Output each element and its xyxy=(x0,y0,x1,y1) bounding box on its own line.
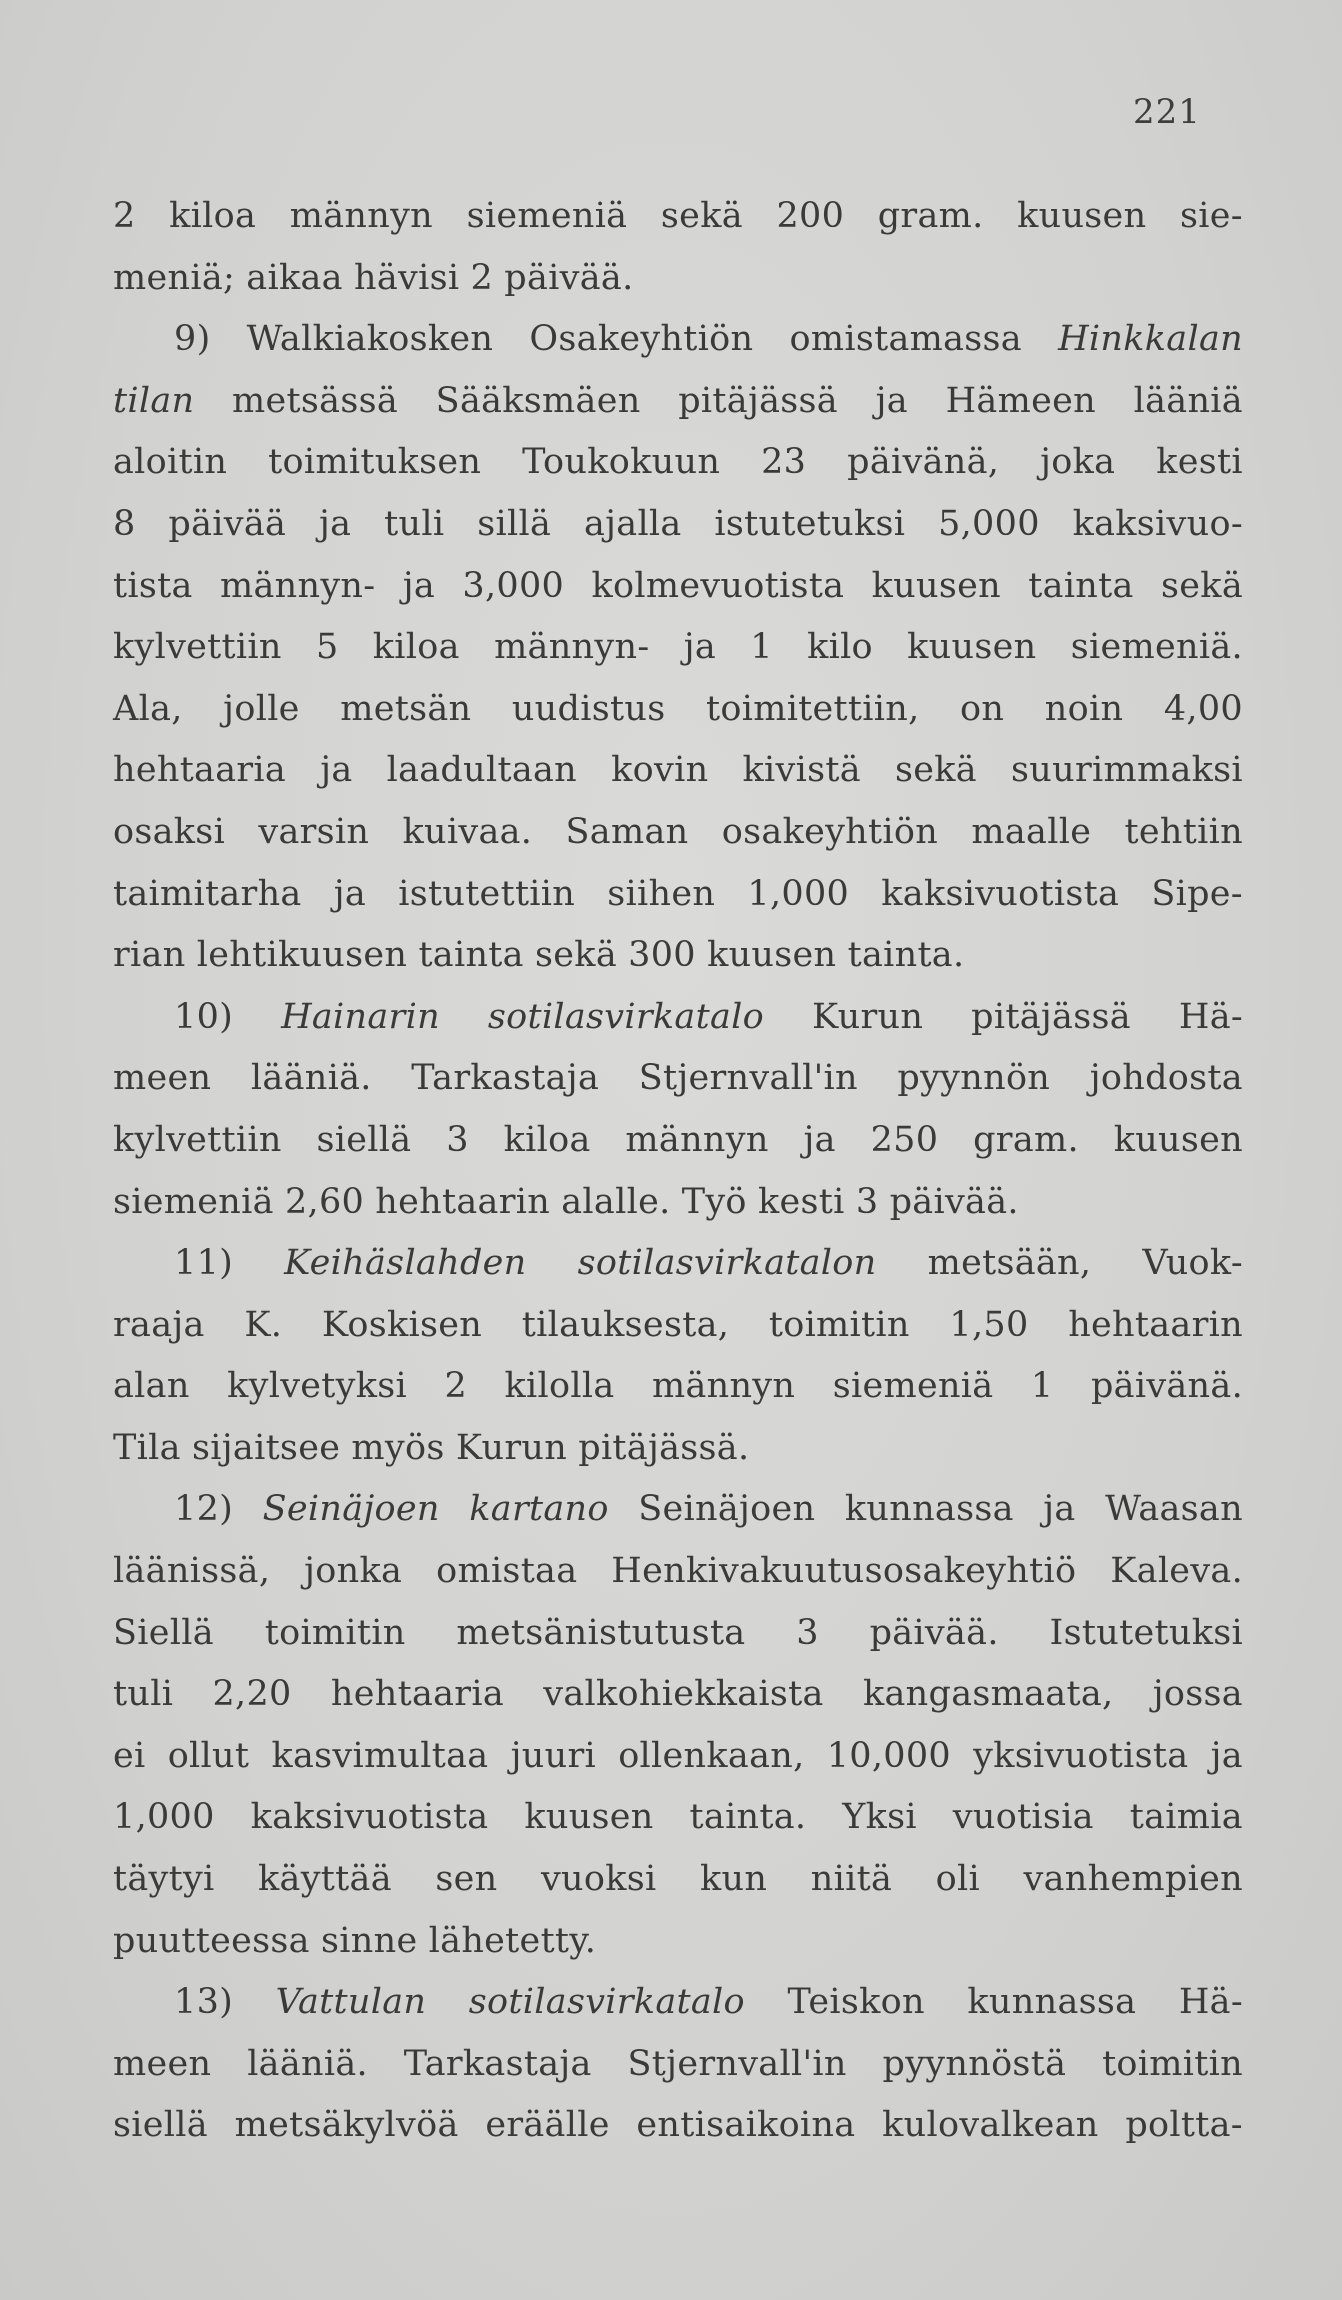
text-line xyxy=(113,1787,1243,1849)
word: 2,20 xyxy=(212,1674,292,1715)
word: männyn xyxy=(289,196,434,236)
word: Hä- xyxy=(1178,1982,1243,2023)
text-line xyxy=(113,1849,1243,1911)
text-line xyxy=(113,1603,1243,1665)
word: ja xyxy=(1210,1735,1243,1776)
word: istutettiin xyxy=(398,873,576,914)
text-line xyxy=(113,1110,1243,1172)
word: uudistus xyxy=(511,688,666,729)
word: Vuok- xyxy=(1142,1243,1243,1284)
word: laadultaan xyxy=(386,750,578,791)
word: Tarkastaja xyxy=(403,2043,592,2084)
text-line xyxy=(113,987,1243,1049)
word: siellä xyxy=(113,2105,208,2146)
word: 8 xyxy=(113,503,136,544)
word: metsässä xyxy=(232,380,399,421)
text-line xyxy=(113,1479,1243,1541)
word: johdosta xyxy=(1089,1058,1243,1099)
word: männyn xyxy=(651,1366,796,1407)
word: 2 xyxy=(470,257,494,298)
word: 2 xyxy=(113,196,136,236)
word: toimituksen xyxy=(268,442,482,483)
italic-word: Vattulan xyxy=(275,1982,427,2023)
text-line xyxy=(113,1356,1243,1418)
word: aloitin xyxy=(113,442,228,483)
word: kaksivuotista xyxy=(250,1797,489,1838)
word: ja xyxy=(320,750,353,791)
word: kiloa xyxy=(169,196,257,236)
word: Kurun xyxy=(811,996,924,1037)
word: kovin xyxy=(611,750,709,791)
word: pitäjässä. xyxy=(578,1427,750,1468)
text-line xyxy=(113,802,1243,864)
word: toimitettiin, xyxy=(705,688,920,729)
word: ja xyxy=(402,565,436,606)
word: pitäjässä xyxy=(678,380,838,421)
word: kun xyxy=(700,1859,768,1900)
word: metsään, xyxy=(927,1243,1092,1284)
word: pyynnöstä xyxy=(882,2043,1067,2084)
word: Kaleva. xyxy=(1110,1551,1243,1592)
word: Walkiakosken xyxy=(246,319,494,360)
word: tilauksesta, xyxy=(521,1304,730,1345)
word: 3 xyxy=(796,1612,819,1653)
word: ei xyxy=(113,1735,146,1776)
word: kesti xyxy=(1156,442,1243,483)
word: Sääksmäen xyxy=(435,380,641,421)
italic-word: tilan xyxy=(113,380,195,421)
word: hehtaarin xyxy=(375,1181,551,1222)
word: päivää xyxy=(168,503,287,544)
word: 1,000 xyxy=(747,873,850,914)
word: tainta xyxy=(418,935,524,976)
word: 1,50 xyxy=(949,1304,1029,1345)
word: kuivaa. xyxy=(402,811,533,852)
word: 300 xyxy=(628,935,696,976)
word: Waasan xyxy=(1105,1489,1243,1530)
text-line xyxy=(113,1295,1243,1357)
word: 2,60 xyxy=(284,1181,365,1222)
word: yksivuotista xyxy=(973,1735,1189,1776)
word: Koskisen xyxy=(321,1304,483,1345)
word: hehtaaria xyxy=(113,750,287,791)
word: 3,000 xyxy=(462,565,565,606)
word: täytyi xyxy=(113,1859,215,1900)
word: päivää. xyxy=(504,257,634,298)
text-line xyxy=(113,1911,1243,1973)
word: lähetetty. xyxy=(428,1920,597,1961)
text-line xyxy=(113,432,1243,494)
text-line xyxy=(113,186,1243,248)
text-line xyxy=(113,1048,1243,1110)
word: kesti xyxy=(757,1181,845,1222)
word: tuli xyxy=(113,1674,174,1715)
word: siellä xyxy=(316,1119,412,1160)
word: ja xyxy=(683,627,717,668)
word: käyttää xyxy=(258,1859,392,1900)
word: vanhempien xyxy=(1023,1859,1243,1900)
word: joka xyxy=(1040,442,1116,483)
word: alan xyxy=(113,1366,190,1407)
word: ja xyxy=(319,503,352,544)
word: männyn- xyxy=(494,627,650,668)
word: 1 xyxy=(750,627,773,668)
italic-word: Seinäjoen xyxy=(262,1489,440,1530)
word: lääniä xyxy=(1133,380,1243,421)
text-line xyxy=(113,864,1243,926)
word: kunnassa xyxy=(967,1982,1137,2023)
word: kuusen xyxy=(524,1797,654,1838)
word: Tarkastaja xyxy=(411,1058,600,1099)
word: sekä xyxy=(894,750,977,791)
word: juuri xyxy=(510,1735,597,1776)
word: 9) xyxy=(174,319,211,360)
word: kuusen xyxy=(871,565,1001,606)
word: myös xyxy=(351,1427,445,1468)
text-line xyxy=(113,1726,1243,1788)
text-line xyxy=(113,1664,1243,1726)
word: valkohiekkaista xyxy=(543,1674,824,1715)
word: siemeniä xyxy=(113,1181,274,1222)
word: 10) xyxy=(174,996,234,1037)
word: ollenkaan, xyxy=(618,1735,805,1776)
word: päivää. xyxy=(869,1612,999,1653)
word: 13) xyxy=(174,1982,234,2023)
word: toimitin xyxy=(768,1304,910,1345)
word: Siellä xyxy=(113,1612,214,1653)
word: meniä; xyxy=(113,257,236,298)
word: tainta. xyxy=(847,935,965,976)
word: Saman xyxy=(565,811,689,852)
text-line xyxy=(113,740,1243,802)
word: tista xyxy=(113,565,193,606)
page-number: 221 xyxy=(1133,92,1201,132)
word: raaja xyxy=(113,1304,205,1345)
word: omistaa xyxy=(436,1551,578,1592)
text-line xyxy=(113,494,1243,556)
italic-word: Hinkkalan xyxy=(1058,319,1243,360)
word: 5 xyxy=(315,627,339,668)
word: Henkivakuutusosakeyhtiö xyxy=(611,1551,1077,1592)
word: päivänä. xyxy=(1090,1366,1243,1407)
text-line xyxy=(113,1233,1243,1295)
word: noin xyxy=(1044,688,1124,729)
word: vuotisia xyxy=(952,1797,1094,1838)
word: meen xyxy=(113,1058,212,1099)
word: 12) xyxy=(174,1489,234,1530)
word: tuli xyxy=(384,503,445,544)
word: 1,000 xyxy=(113,1797,215,1838)
word: 1 xyxy=(1030,1366,1054,1407)
word: alalle. xyxy=(561,1181,671,1222)
word: 11) xyxy=(174,1243,234,1284)
word: kasvimultaa xyxy=(271,1735,489,1776)
word: lääniä. xyxy=(247,2043,368,2084)
word: kuusen xyxy=(1017,196,1147,236)
italic-word: kartano xyxy=(469,1489,609,1530)
word: siemeniä xyxy=(466,196,628,236)
text-line xyxy=(113,309,1243,371)
word: istutetuksi xyxy=(714,503,906,544)
word: Yksi xyxy=(842,1797,917,1838)
word: ja xyxy=(333,873,367,914)
word: 4,00 xyxy=(1163,688,1243,729)
word: lääniä. xyxy=(250,1058,372,1099)
word: metsän xyxy=(340,688,472,729)
word: kiloa xyxy=(372,627,460,668)
word: sekä xyxy=(1161,565,1243,606)
word: kylvettiin xyxy=(113,1119,282,1160)
word: rian xyxy=(113,935,186,976)
word: kangasmaata, xyxy=(863,1674,1114,1715)
word: kivistä xyxy=(742,750,861,791)
text-line xyxy=(113,1418,1243,1480)
word: tainta xyxy=(1028,565,1134,606)
word: männyn xyxy=(625,1119,769,1160)
word: kulovalkean xyxy=(882,2105,1099,2146)
word: poltta- xyxy=(1125,2105,1243,2146)
word: Työ xyxy=(681,1181,747,1222)
word: sen xyxy=(435,1859,498,1900)
word: kuusen xyxy=(907,627,1037,668)
italic-word: sotilasvirkatalo xyxy=(487,996,764,1037)
word: sijaitsee xyxy=(192,1427,341,1468)
word: gram. xyxy=(877,196,984,236)
word: osaksi xyxy=(113,811,226,852)
text-line xyxy=(113,2034,1243,2096)
word: Hämeen xyxy=(945,380,1096,421)
word: niitä xyxy=(810,1859,893,1900)
word: 250 xyxy=(870,1119,939,1160)
word: osakeyhtiön xyxy=(721,811,939,852)
word: kolmevuotista xyxy=(591,565,845,606)
word: 200 xyxy=(776,196,845,236)
word: Ala, xyxy=(113,688,183,729)
word: siihen xyxy=(607,873,716,914)
text-line xyxy=(113,1972,1243,2034)
text-line xyxy=(113,248,1243,310)
word: Teiskon xyxy=(787,1982,925,2023)
word: männyn- xyxy=(220,565,376,606)
word: sekä xyxy=(660,196,743,236)
word: kilolla xyxy=(504,1366,615,1407)
word: Sipe- xyxy=(1151,873,1243,914)
word: pyynnön xyxy=(897,1058,1051,1099)
text-line xyxy=(113,1172,1243,1234)
body-text xyxy=(113,186,1243,2157)
word: kunnassa xyxy=(844,1489,1014,1530)
word: kylvettiin xyxy=(113,627,282,668)
italic-word: sotilasvirkatalo xyxy=(468,1982,745,2023)
word: 3 xyxy=(855,1181,879,1222)
word: meen xyxy=(113,2043,212,2084)
word: jossa xyxy=(1152,1674,1243,1715)
word: sinne xyxy=(321,1920,418,1961)
word: 2 xyxy=(444,1366,468,1407)
word: Osakeyhtiön xyxy=(529,319,754,360)
text-line xyxy=(113,925,1243,987)
word: Kurun xyxy=(455,1427,568,1468)
word: aikaa xyxy=(246,257,343,298)
word: ja xyxy=(803,1119,836,1160)
word: eräälle xyxy=(485,2105,610,2146)
word: Seinäjoen xyxy=(638,1489,816,1530)
word: ajalla xyxy=(583,503,682,544)
word: Stjernvall'in xyxy=(638,1058,858,1099)
word: kuusen xyxy=(1113,1119,1243,1160)
word: ja xyxy=(1043,1489,1076,1530)
word: hehtaarin xyxy=(1068,1304,1243,1345)
text-line xyxy=(113,556,1243,618)
text-line xyxy=(113,679,1243,741)
word: Hä- xyxy=(1178,996,1243,1037)
word: tainta. xyxy=(689,1797,807,1838)
word: ja xyxy=(875,380,908,421)
word: 5,000 xyxy=(938,503,1040,544)
word: Tila xyxy=(113,1427,181,1468)
italic-word: Keihäslahden xyxy=(284,1243,527,1284)
word: metsänistutusta xyxy=(456,1612,746,1653)
word: taimitarha xyxy=(113,873,302,914)
word: vuoksi xyxy=(540,1859,657,1900)
word: päivää. xyxy=(889,1181,1019,1222)
word: omistamassa xyxy=(789,319,1022,360)
word: kuusen xyxy=(707,935,837,976)
word: pitäjässä xyxy=(971,996,1131,1037)
word: kaksivuotista xyxy=(881,873,1120,914)
text-line xyxy=(113,1541,1243,1603)
word: tehtiin xyxy=(1124,811,1243,852)
word: siemeniä xyxy=(832,1366,994,1407)
word: on xyxy=(960,688,1005,729)
word: kilo xyxy=(807,627,873,668)
word: Toukokuun xyxy=(522,442,721,483)
word: toimitin xyxy=(1102,2043,1243,2084)
text-line xyxy=(113,371,1243,433)
word: läänissä, xyxy=(113,1551,271,1592)
word: kylvetyksi xyxy=(227,1366,407,1407)
italic-word: Hainarin xyxy=(281,996,440,1037)
word: kaksivuo- xyxy=(1072,503,1243,544)
text-line xyxy=(113,617,1243,679)
word: suurimmaksi xyxy=(1011,750,1243,791)
word: gram. xyxy=(973,1119,1079,1160)
word: sie- xyxy=(1179,196,1243,236)
word: jolle xyxy=(223,688,300,729)
word: metsäkylvöä xyxy=(234,2105,459,2146)
word: hävisi xyxy=(354,257,460,298)
word: sekä xyxy=(535,935,617,976)
word: lehtikuusen xyxy=(196,935,408,976)
word: taimia xyxy=(1129,1797,1243,1838)
word: päivänä, xyxy=(847,442,1000,483)
word: Stjernvall'in xyxy=(627,2043,847,2084)
word: 23 xyxy=(761,442,807,483)
word: K. xyxy=(244,1304,283,1345)
text-line xyxy=(113,2095,1243,2157)
word: toimitin xyxy=(264,1612,406,1653)
italic-word: sotilasvirkatalon xyxy=(577,1243,877,1284)
word: ollut xyxy=(167,1735,250,1776)
word: siemeniä. xyxy=(1070,627,1243,668)
word: jonka xyxy=(304,1551,403,1592)
word: 10,000 xyxy=(826,1735,951,1776)
word: oli xyxy=(935,1859,980,1900)
word: sillä xyxy=(477,503,552,544)
word: maalle xyxy=(971,811,1092,852)
word: 3 xyxy=(446,1119,469,1160)
word: hehtaaria xyxy=(330,1674,504,1715)
word: varsin xyxy=(258,811,370,852)
word: kiloa xyxy=(503,1119,591,1160)
word: puutteessa xyxy=(113,1920,310,1961)
word: entisaikoina xyxy=(636,2105,856,2146)
word: Istutetuksi xyxy=(1049,1612,1243,1653)
